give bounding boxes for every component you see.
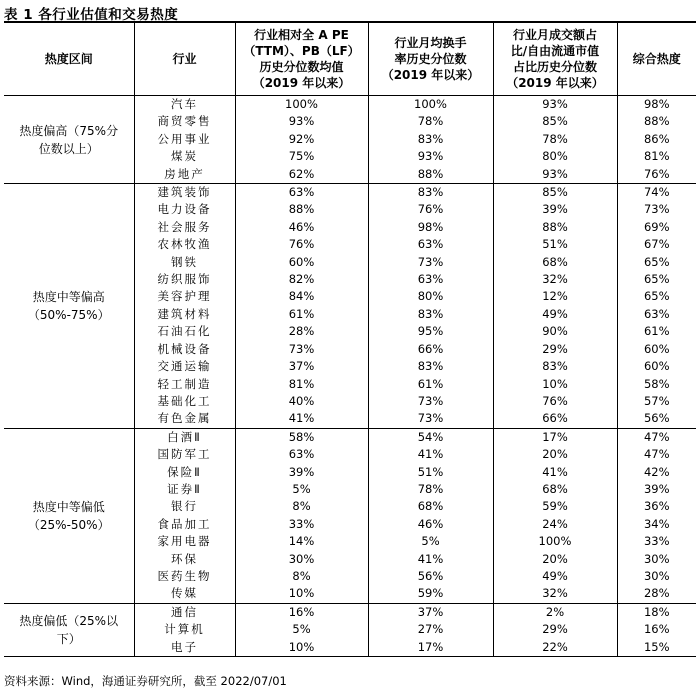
table-row bbox=[4, 184, 696, 202]
composite-cell: 88% bbox=[643, 114, 670, 129]
industry-cell: 银行 bbox=[134, 498, 235, 515]
header-zone: 热度区间 bbox=[4, 22, 134, 96]
turnover-cell: 88% bbox=[368, 166, 493, 184]
industry-cell: 汽车 bbox=[134, 96, 235, 114]
header-industry: 行业 bbox=[134, 22, 235, 96]
composite-cell: 16% bbox=[643, 622, 670, 637]
valuation-cell: 30% bbox=[235, 551, 368, 568]
composite-cell: 57% bbox=[643, 393, 670, 408]
industry-cell: 证券Ⅱ bbox=[134, 481, 235, 498]
composite-cell: 42% bbox=[643, 464, 670, 479]
valuation-cell: 82% bbox=[235, 271, 368, 288]
volume-cell: 66% bbox=[493, 410, 617, 428]
composite-cell: 34% bbox=[643, 516, 670, 531]
composite-cell: 30% bbox=[643, 568, 670, 583]
turnover-cell: 83% bbox=[368, 184, 493, 202]
volume-cell: 49% bbox=[493, 568, 617, 585]
heat-zone-cell bbox=[4, 428, 134, 603]
valuation-cell: 14% bbox=[235, 533, 368, 550]
valuation-cell: 40% bbox=[235, 393, 368, 410]
turnover-cell: 83% bbox=[368, 358, 493, 375]
composite-cell: 67% bbox=[643, 237, 670, 252]
volume-cell: 20% bbox=[493, 446, 617, 463]
turnover-cell: 54% bbox=[368, 428, 493, 446]
composite-cell: 65% bbox=[643, 289, 670, 304]
composite-cell: 28% bbox=[617, 585, 696, 603]
volume-cell: 100% bbox=[493, 533, 617, 550]
valuation-cell: 8% bbox=[235, 498, 368, 515]
header-turnover-line: （2019 年以来） bbox=[381, 68, 480, 82]
valuation-cell: 92% bbox=[235, 131, 368, 148]
industry-cell: 通信 bbox=[134, 603, 235, 621]
turnover-cell: 68% bbox=[368, 498, 493, 515]
volume-cell: 17% bbox=[493, 428, 617, 446]
industry-cell: 农林牧渔 bbox=[134, 236, 235, 253]
composite-cell: 47% bbox=[643, 429, 670, 444]
volume-cell: 83% bbox=[493, 358, 617, 375]
turnover-cell: 73% bbox=[368, 393, 493, 410]
turnover-cell: 17% bbox=[368, 639, 493, 657]
volume-cell: 85% bbox=[493, 184, 617, 202]
valuation-cell: 63% bbox=[235, 446, 368, 463]
heat-zone-line: 下） bbox=[56, 631, 81, 646]
volume-cell: 88% bbox=[493, 219, 617, 236]
turnover-cell: 56% bbox=[368, 568, 493, 585]
table-row bbox=[4, 603, 696, 621]
turnover-cell: 63% bbox=[368, 271, 493, 288]
turnover-cell: 83% bbox=[368, 131, 493, 148]
turnover-cell: 100% bbox=[368, 96, 493, 114]
turnover-cell: 78% bbox=[368, 481, 493, 498]
header-row bbox=[4, 22, 696, 96]
valuation-cell: 75% bbox=[235, 148, 368, 165]
composite-cell: 56% bbox=[617, 410, 696, 428]
volume-cell: 41% bbox=[493, 464, 617, 481]
volume-cell: 93% bbox=[493, 96, 617, 114]
industry-cell: 保险Ⅱ bbox=[134, 464, 235, 481]
valuation-cell: 46% bbox=[235, 219, 368, 236]
valuation-cell: 60% bbox=[235, 254, 368, 271]
composite-cell: 39% bbox=[643, 481, 670, 496]
heat-zone-cell bbox=[4, 603, 134, 656]
composite-cell: 47% bbox=[643, 447, 670, 462]
volume-cell: 22% bbox=[493, 639, 617, 657]
turnover-cell: 59% bbox=[368, 585, 493, 603]
turnover-cell: 5% bbox=[368, 533, 493, 550]
composite-cell: 61% bbox=[643, 324, 670, 339]
turnover-cell: 41% bbox=[368, 551, 493, 568]
valuation-cell: 73% bbox=[235, 341, 368, 358]
valuation-cell: 10% bbox=[235, 639, 368, 657]
header-turnover-line: 行业月均换手 bbox=[394, 36, 467, 50]
volume-cell: 10% bbox=[493, 376, 617, 393]
heat-zone-line: 热度中等偏低 bbox=[32, 499, 105, 514]
source-note: 资料来源：Wind，海通证券研究所，截至 2022/07/01 bbox=[4, 674, 287, 688]
volume-cell: 85% bbox=[493, 113, 617, 130]
turnover-cell: 66% bbox=[368, 341, 493, 358]
heat-zone-line: （50%-75%） bbox=[27, 307, 110, 322]
industry-cell: 环保 bbox=[134, 551, 235, 568]
turnover-cell: 98% bbox=[368, 219, 493, 236]
valuation-cell: 10% bbox=[235, 585, 368, 603]
volume-cell: 32% bbox=[493, 585, 617, 603]
volume-cell: 80% bbox=[493, 148, 617, 165]
industry-cell: 商贸零售 bbox=[134, 113, 235, 130]
header-turnover bbox=[368, 22, 493, 96]
header-volume-line: 比/自由流通市值 bbox=[510, 44, 600, 58]
valuation-cell: 39% bbox=[235, 464, 368, 481]
composite-cell: 60% bbox=[643, 359, 670, 374]
industry-cell: 电子 bbox=[134, 639, 235, 657]
valuation-cell: 84% bbox=[235, 288, 368, 305]
valuation-cell: 100% bbox=[235, 96, 368, 114]
turnover-cell: 41% bbox=[368, 446, 493, 463]
volume-cell: 68% bbox=[493, 254, 617, 271]
composite-cell: 65% bbox=[643, 254, 670, 269]
turnover-cell: 61% bbox=[368, 376, 493, 393]
volume-cell: 68% bbox=[493, 481, 617, 498]
composite-cell: 36% bbox=[643, 499, 670, 514]
composite-cell: 76% bbox=[617, 166, 696, 184]
valuation-cell: 16% bbox=[235, 603, 368, 621]
industry-cell: 传媒 bbox=[134, 585, 235, 603]
turnover-cell: 63% bbox=[368, 236, 493, 253]
table-title: 表 1 各行业估值和交易热度 bbox=[4, 7, 179, 23]
composite-cell: 63% bbox=[643, 306, 670, 321]
industry-cell: 机械设备 bbox=[134, 341, 235, 358]
industry-cell: 白酒Ⅱ bbox=[134, 428, 235, 446]
composite-cell: 60% bbox=[643, 341, 670, 356]
volume-cell: 32% bbox=[493, 271, 617, 288]
valuation-cell: 81% bbox=[235, 376, 368, 393]
volume-cell: 93% bbox=[493, 166, 617, 184]
header-valuation bbox=[235, 22, 368, 96]
turnover-cell: 51% bbox=[368, 464, 493, 481]
industry-cell: 房地产 bbox=[134, 166, 235, 184]
industry-cell: 轻工制造 bbox=[134, 376, 235, 393]
volume-cell: 24% bbox=[493, 516, 617, 533]
composite-cell: 15% bbox=[617, 639, 696, 657]
volume-cell: 59% bbox=[493, 498, 617, 515]
turnover-cell: 37% bbox=[368, 603, 493, 621]
valuation-cell: 76% bbox=[235, 236, 368, 253]
heat-zone-cell bbox=[4, 96, 134, 184]
industry-cell: 建筑材料 bbox=[134, 306, 235, 323]
composite-cell: 98% bbox=[643, 97, 670, 111]
valuation-cell: 8% bbox=[235, 568, 368, 585]
volume-cell: 29% bbox=[493, 341, 617, 358]
heat-zone-line: 热度中等偏高 bbox=[32, 289, 105, 304]
table-row bbox=[4, 96, 696, 114]
composite-cell: 58% bbox=[643, 376, 670, 391]
industry-cell: 公用事业 bbox=[134, 131, 235, 148]
industry-cell: 钢铁 bbox=[134, 254, 235, 271]
industry-cell: 建筑装饰 bbox=[134, 184, 235, 202]
turnover-cell: 95% bbox=[368, 323, 493, 340]
heat-zone-line: 热度偏高（75%分 bbox=[19, 123, 119, 138]
turnover-cell: 78% bbox=[368, 113, 493, 130]
header-volume-line: 行业月成交额占 bbox=[512, 28, 597, 42]
valuation-heat-table bbox=[4, 21, 696, 657]
valuation-cell: 5% bbox=[235, 481, 368, 498]
composite-cell: 73% bbox=[643, 202, 670, 217]
header-turnover-line: 率历史分位数 bbox=[394, 52, 467, 66]
header-volume bbox=[493, 22, 617, 96]
heat-zone-line: 位数以上） bbox=[38, 141, 99, 156]
turnover-cell: 76% bbox=[368, 201, 493, 218]
volume-cell: 2% bbox=[493, 603, 617, 621]
volume-cell: 51% bbox=[493, 236, 617, 253]
volume-cell: 49% bbox=[493, 306, 617, 323]
turnover-cell: 80% bbox=[368, 288, 493, 305]
heat-zone-cell bbox=[4, 184, 134, 429]
valuation-cell: 5% bbox=[235, 621, 368, 638]
industry-cell: 基础化工 bbox=[134, 393, 235, 410]
valuation-cell: 93% bbox=[235, 113, 368, 130]
header-valuation-line: 历史分位数均值 bbox=[259, 60, 344, 74]
industry-cell: 美容护理 bbox=[134, 288, 235, 305]
industry-cell: 国防军工 bbox=[134, 446, 235, 463]
volume-cell: 39% bbox=[493, 201, 617, 218]
industry-cell: 家用电器 bbox=[134, 533, 235, 550]
valuation-cell: 62% bbox=[235, 166, 368, 184]
composite-cell: 69% bbox=[643, 219, 670, 234]
composite-cell: 30% bbox=[643, 551, 670, 566]
volume-cell: 12% bbox=[493, 288, 617, 305]
composite-cell: 18% bbox=[643, 604, 670, 619]
volume-cell: 78% bbox=[493, 131, 617, 148]
volume-cell: 20% bbox=[493, 551, 617, 568]
heat-zone-line: （25%-50%） bbox=[27, 517, 110, 532]
turnover-cell: 27% bbox=[368, 621, 493, 638]
turnover-cell: 46% bbox=[368, 516, 493, 533]
turnover-cell: 73% bbox=[368, 254, 493, 271]
industry-cell: 电力设备 bbox=[134, 201, 235, 218]
valuation-cell: 88% bbox=[235, 201, 368, 218]
composite-cell: 33% bbox=[643, 534, 670, 549]
volume-cell: 76% bbox=[493, 393, 617, 410]
valuation-cell: 33% bbox=[235, 516, 368, 533]
valuation-cell: 63% bbox=[235, 184, 368, 202]
header-volume-line: 占比历史分位数 bbox=[512, 60, 597, 74]
header-valuation-line: （TTM）、PB（LF） bbox=[243, 44, 360, 58]
industry-cell: 石油石化 bbox=[134, 323, 235, 340]
industry-cell: 煤炭 bbox=[134, 148, 235, 165]
industry-cell: 医药生物 bbox=[134, 568, 235, 585]
composite-cell: 65% bbox=[643, 272, 670, 287]
turnover-cell: 73% bbox=[368, 410, 493, 428]
composite-cell: 74% bbox=[643, 185, 670, 200]
industry-cell: 有色金属 bbox=[134, 410, 235, 428]
valuation-cell: 37% bbox=[235, 358, 368, 375]
volume-cell: 29% bbox=[493, 621, 617, 638]
header-volume-line: （2019 年以来） bbox=[506, 76, 604, 90]
valuation-cell: 58% bbox=[235, 428, 368, 446]
composite-cell: 81% bbox=[643, 149, 670, 164]
table-body bbox=[4, 96, 696, 657]
composite-cell: 86% bbox=[643, 131, 670, 146]
industry-cell: 交通运输 bbox=[134, 358, 235, 375]
valuation-cell: 61% bbox=[235, 306, 368, 323]
industry-cell: 社会服务 bbox=[134, 219, 235, 236]
valuation-cell: 28% bbox=[235, 323, 368, 340]
header-valuation-line: （2019 年以来） bbox=[252, 76, 351, 90]
table-row bbox=[4, 428, 696, 446]
volume-cell: 90% bbox=[493, 323, 617, 340]
industry-cell: 食品加工 bbox=[134, 516, 235, 533]
turnover-cell: 83% bbox=[368, 306, 493, 323]
turnover-cell: 93% bbox=[368, 148, 493, 165]
header-composite: 综合热度 bbox=[617, 22, 696, 96]
industry-cell: 纺织服饰 bbox=[134, 271, 235, 288]
valuation-cell: 41% bbox=[235, 410, 368, 428]
heat-zone-line: 热度偏低（25%以 bbox=[19, 613, 119, 628]
header-valuation-line: 行业相对全 A PE bbox=[254, 28, 349, 42]
industry-cell: 计算机 bbox=[134, 621, 235, 638]
